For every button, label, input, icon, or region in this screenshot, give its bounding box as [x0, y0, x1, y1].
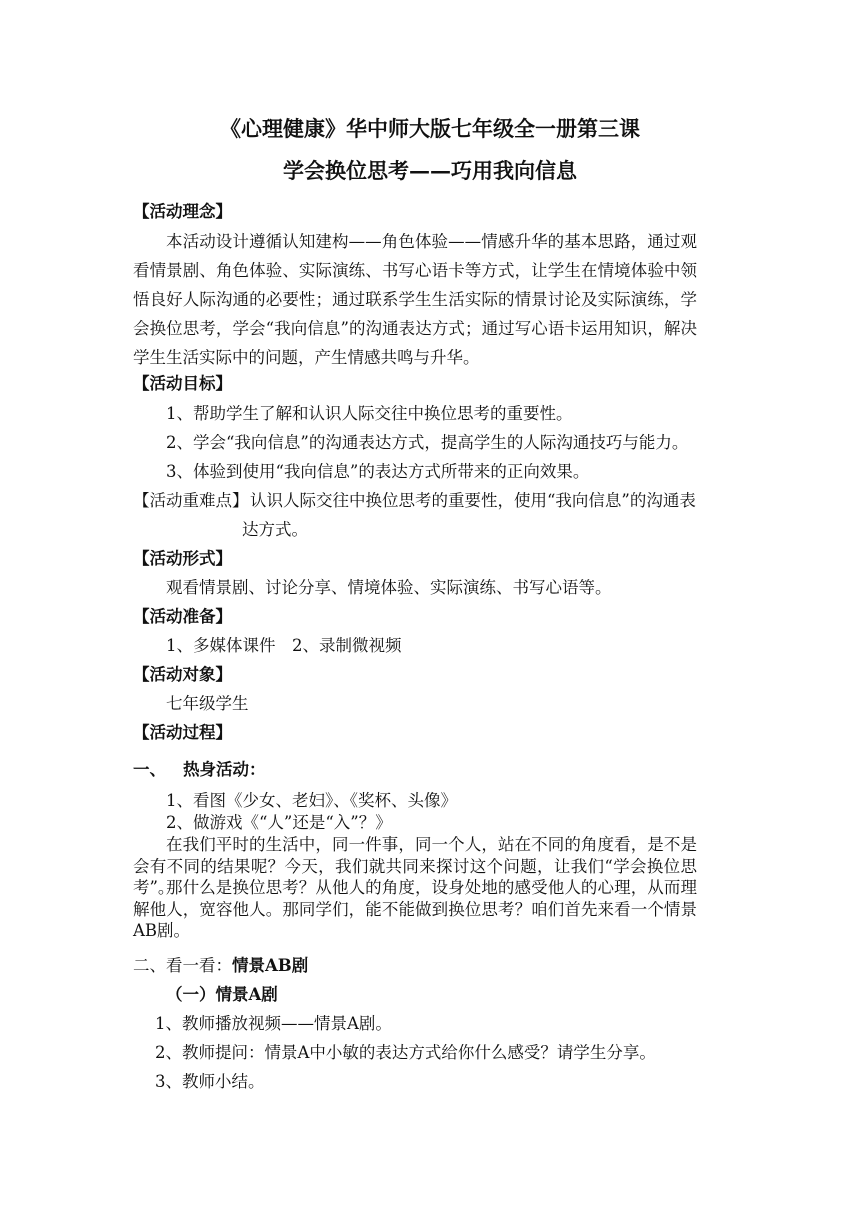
key-points-line-1: 认识人际交往中换位思考的重要性，使用“我向信息”的沟通表	[250, 491, 696, 510]
scene-a-subtitle: （一）情景A剧	[166, 985, 278, 1004]
warmup-item-2: 2、做游戏《“人”还是“入”？》	[166, 813, 392, 832]
goal-item-1: 1、帮助学生了解和认识人际交往中换位思考的重要性。	[166, 404, 573, 423]
process-heading: 【活动过程】	[133, 723, 232, 742]
goal-item-2: 2、学会“我向信息”的沟通表达方式，提高学生的人际沟通技巧与能力。	[166, 433, 689, 452]
audience-body: 七年级学生	[166, 694, 249, 713]
concept-body: 本活动设计遵循认知建构——角色体验——情感升华的基本思路，通过观看情景剧、角色体验、实际演练、书写心语卡等方式，让学生在情境体验中领悟良好人际沟通的必要性；通过联系学生生活实际的情景讨论及实际演练，学会换位思考，学会“我向信息”的沟通表达方式；通过写心语卡运用知识，解决学生生活实际中的问题，产生情感共鸣与升华。	[133, 232, 697, 367]
concept-heading: 【活动理念】	[133, 202, 232, 221]
prep-item-1: 1、多媒体课件	[166, 636, 276, 655]
scene-a-step-1: 1、教师播放视频——情景A剧。	[155, 1014, 392, 1033]
form-body: 观看情景剧、讨论分享、情境体验、实际演练、书写心语等。	[166, 578, 612, 597]
goal-item-3: 3、体验到使用“我向信息”的表达方式所带来的正向效果。	[166, 462, 590, 481]
key-points-heading: 【活动重难点】	[133, 491, 249, 510]
prep-heading: 【活动准备】	[133, 607, 232, 626]
scene-a-step-2: 2、教师提问：情景A中小敏的表达方式给你什么感受？请学生分享。	[155, 1043, 656, 1062]
document-subtitle: 学会换位思考——巧用我向信息	[283, 158, 577, 183]
section-1-number: 一、	[133, 760, 166, 779]
prep-item-2: 2、录制微视频	[292, 636, 402, 655]
form-heading: 【活动形式】	[133, 549, 232, 568]
document-title: 《心理健康》华中师大版七年级全一册第三课	[220, 116, 640, 141]
warmup-paragraph-1: 在我们平时的生活中，同一件事，同一个人，站在不同的角度看，是不是会有不同的结果呢？今天，我们就共同来探讨这个问题，让我们“学会换位思考”。	[133, 835, 697, 897]
section-1-title: 热身活动：	[183, 760, 266, 779]
warmup-item-1: 1、看图《少女、老妇》、《奖杯、头像》	[166, 791, 457, 810]
goals-heading: 【活动目标】	[133, 374, 232, 393]
section-2-title-prefix: 二、看一看：	[133, 956, 232, 975]
key-points-line-2: 达方式。	[242, 520, 308, 539]
audience-heading: 【活动对象】	[133, 665, 232, 684]
scene-a-step-3: 3、教师小结。	[155, 1072, 265, 1091]
section-2-title	[133, 955, 308, 977]
warmup-paragraph-2: 那什么是换位思考？从他人的角度，设身处地的感受他人的心理，从而理解他人，宽容他人。那同学们，能不能做到换位思考？咱们首先来看一个情景AB剧。	[133, 878, 697, 940]
section-2-title-bold: 情景AB剧	[232, 956, 309, 975]
